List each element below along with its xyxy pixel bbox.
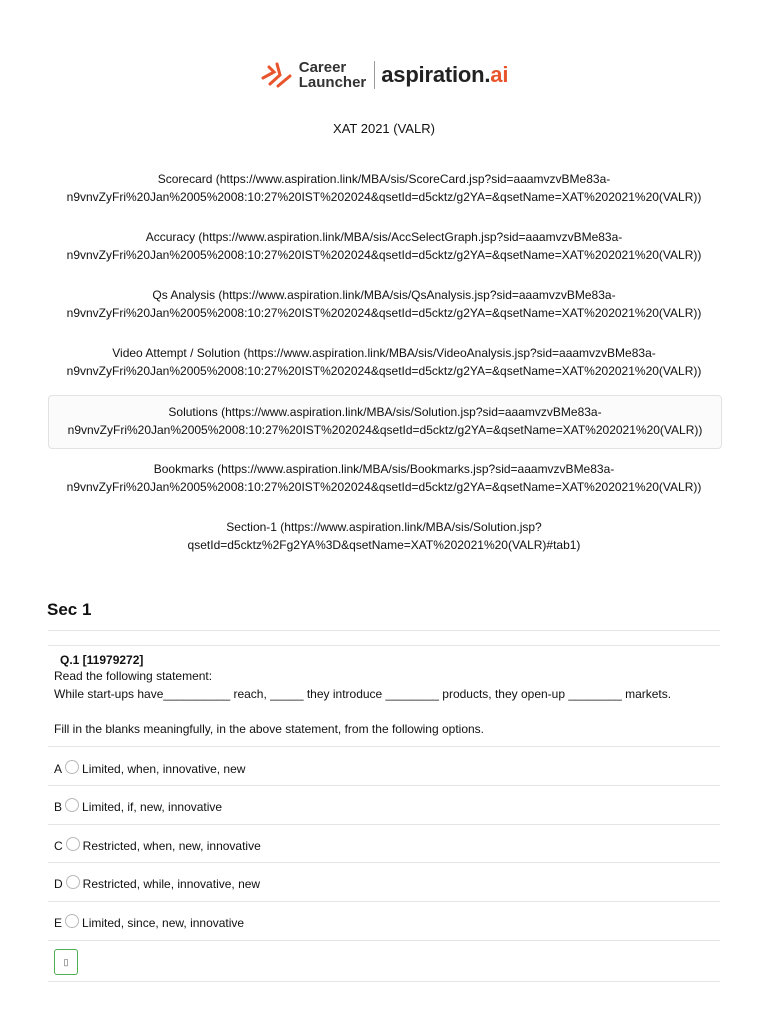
bookmark-button[interactable] bbox=[54, 949, 78, 975]
divider bbox=[48, 901, 720, 902]
nav-link-bookmarks[interactable]: Bookmarks (https://www.aspiration.link/MBA/sis/Bookmarks.jsp?sid=aaamvzvBMe83a- n9vnvZyFri%20Jan%2005%2008:10:27%20IST%202024&qsetId=d5cktz/g2YA=&qsetName=XAT%202021%20(VALR)) bbox=[66, 462, 702, 494]
option-letter: A bbox=[54, 762, 63, 776]
divider bbox=[48, 981, 720, 982]
divider bbox=[48, 630, 720, 631]
option-d[interactable] bbox=[54, 875, 260, 893]
nav-link-accuracy[interactable]: Accuracy (https://www.aspiration.link/MBA/sis/AccSelectGraph.jsp?sid=aaamvzvBMe83a- n9vnvZyFri%20Jan%2005%2008:10:27%20IST%202024&qsetId=d5cktz/g2YA=&qsetName=XAT%202021%20(VALR)) bbox=[66, 230, 702, 262]
nav-link-solutions[interactable]: Solutions (https://www.aspiration.link/MBA/sis/Solution.jsp?sid=aaamvzvBMe83a- n9vnvZyFri%20Jan%2005%2008:10:27%20IST%202024&qsetId=d5cktz/g2YA=&qsetName=XAT%202021%20(VALR)) bbox=[48, 395, 722, 449]
question-statement: While start-ups have__________ reach, _____ they introduce ________ products, they open-up ________ markets. bbox=[54, 687, 672, 701]
radio-button[interactable] bbox=[66, 875, 80, 889]
option-e[interactable] bbox=[54, 914, 244, 932]
bookmark-icon: ▯ bbox=[63, 956, 69, 967]
option-text: Limited, if, new, innovative bbox=[82, 800, 223, 814]
brand-logo bbox=[0, 58, 768, 92]
option-text: Restricted, when, new, innovative bbox=[82, 839, 261, 853]
option-a[interactable] bbox=[54, 760, 245, 778]
nav-link-section-1[interactable]: Section-1 (https://www.aspiration.link/MBA/sis/Solution.jsp? qsetId=d5cktz%2Fg2YA%3D&qsetName=XAT%202021%20(VALR)#tab1) bbox=[187, 520, 581, 552]
question-instruction: Fill in the blanks meaningfully, in the above statement, from the following options. bbox=[54, 722, 485, 736]
option-text: Limited, when, innovative, new bbox=[82, 762, 246, 776]
divider bbox=[48, 862, 720, 863]
aspiration-ai-wordmark: aspiration.ai bbox=[381, 62, 509, 87]
option-letter: E bbox=[54, 916, 63, 930]
option-b[interactable] bbox=[54, 798, 222, 816]
question-number: Q.1 [11979272] bbox=[60, 653, 144, 667]
nav-link-video-analysis[interactable]: Video Attempt / Solution (https://www.aspiration.link/MBA/sis/VideoAnalysis.jsp?sid=aaamvzvBMe83a- n9vnvZyFri%20Jan%2005%2008:10:27%20IST%202024&qsetId=d5cktz/g2YA=&qsetName=XAT%202021%20(VALR)) bbox=[66, 346, 702, 378]
divider bbox=[48, 785, 720, 786]
question-text: Read the following statement: bbox=[54, 669, 213, 683]
nav-link-qs-analysis[interactable]: Qs Analysis (https://www.aspiration.link/MBA/sis/QsAnalysis.jsp?sid=aaamvzvBMe83a- n9vnvZyFri%20Jan%2005%2008:10:27%20IST%202024&qsetId=d5cktz/g2YA=&qsetName=XAT%202021%20(VALR)) bbox=[66, 288, 702, 320]
logo-divider bbox=[374, 61, 375, 89]
radio-button[interactable] bbox=[65, 798, 79, 812]
divider bbox=[48, 824, 720, 825]
divider bbox=[48, 645, 720, 646]
page-title: XAT 2021 (VALR) bbox=[333, 121, 435, 136]
option-letter: C bbox=[54, 839, 63, 853]
option-text: Restricted, while, innovative, new bbox=[82, 877, 261, 891]
nav-link-scorecard[interactable]: Scorecard (https://www.aspiration.link/MBA/sis/ScoreCard.jsp?sid=aaamvzvBMe83a- n9vnvZyFri%20Jan%2005%2008:10:27%20IST%202024&qsetId=d5cktz/g2YA=&qsetName=XAT%202021%20(VALR)) bbox=[66, 172, 702, 204]
section-title: Sec 1 bbox=[47, 600, 92, 619]
radio-button[interactable] bbox=[66, 837, 80, 851]
career-launcher-wordmark: Career Launcher bbox=[298, 59, 367, 91]
radio-button[interactable] bbox=[65, 914, 79, 928]
divider bbox=[48, 746, 720, 747]
divider bbox=[48, 940, 720, 941]
option-text: Limited, since, new, innovative bbox=[82, 916, 245, 930]
option-letter: B bbox=[54, 800, 63, 814]
option-c[interactable] bbox=[54, 837, 261, 855]
career-launcher-logo-icon bbox=[260, 58, 294, 92]
option-letter: D bbox=[54, 877, 63, 891]
radio-button[interactable] bbox=[65, 760, 79, 774]
